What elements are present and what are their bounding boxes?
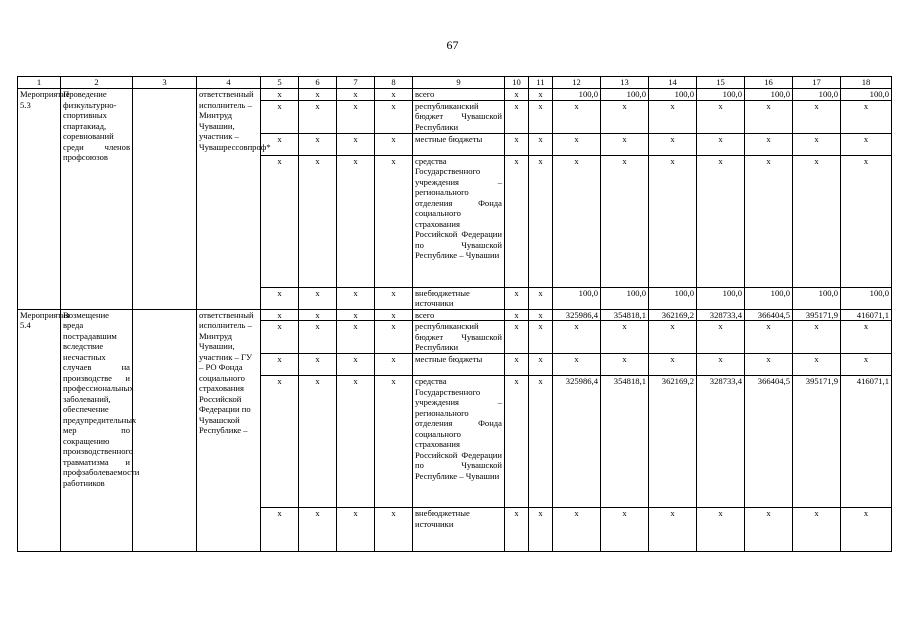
amount-cell: 100,0 bbox=[553, 287, 601, 309]
column-header: 9 bbox=[413, 77, 505, 89]
x-mark: х bbox=[529, 100, 553, 133]
x-mark: х bbox=[505, 89, 529, 101]
column-header: 11 bbox=[529, 77, 553, 89]
x-mark: х bbox=[337, 309, 375, 321]
column-header: 4 bbox=[197, 77, 261, 89]
x-mark: х bbox=[299, 89, 337, 101]
amount-cell: 328733,4 bbox=[697, 376, 745, 508]
amount-cell: х bbox=[601, 155, 649, 287]
funding-source: местные бюджеты bbox=[413, 354, 505, 376]
x-mark: х bbox=[375, 133, 413, 155]
x-mark: х bbox=[261, 508, 299, 552]
column-header: 18 bbox=[841, 77, 892, 89]
amount-cell: 362169,2 bbox=[649, 309, 697, 321]
amount-cell: 395171,9 bbox=[793, 309, 841, 321]
amount-cell: х bbox=[841, 354, 892, 376]
x-mark: х bbox=[299, 100, 337, 133]
x-mark: х bbox=[529, 376, 553, 508]
column-header: 15 bbox=[697, 77, 745, 89]
amount-cell: 328733,4 bbox=[697, 309, 745, 321]
x-mark: х bbox=[375, 89, 413, 101]
measure-name: Проведение физкультурно-спортивных спартакиад, соревнований среди членов профсоюзов bbox=[61, 89, 133, 310]
amount-cell: 366404,5 bbox=[745, 309, 793, 321]
amount-cell: 100,0 bbox=[649, 89, 697, 101]
amount-cell: 354818,1 bbox=[601, 309, 649, 321]
x-mark: х bbox=[529, 508, 553, 552]
amount-cell: х bbox=[793, 354, 841, 376]
amount-cell: х bbox=[745, 354, 793, 376]
amount-cell: х bbox=[601, 321, 649, 354]
x-mark: х bbox=[337, 133, 375, 155]
amount-cell: х bbox=[697, 321, 745, 354]
amount-cell: х bbox=[649, 133, 697, 155]
executor: ответственный исполнитель – Минтруд Чувашии, участник – Чувашрессовпроф* bbox=[197, 89, 261, 310]
x-mark: х bbox=[375, 354, 413, 376]
x-mark: х bbox=[337, 100, 375, 133]
x-mark: х bbox=[375, 321, 413, 354]
amount-cell: х bbox=[697, 155, 745, 287]
funding-source: республиканский бюджет Чувашской Республики bbox=[413, 100, 505, 133]
funding-source: республиканский бюджет Чувашской Республики bbox=[413, 321, 505, 354]
column-header: 6 bbox=[299, 77, 337, 89]
x-mark: х bbox=[505, 100, 529, 133]
column-header: 5 bbox=[261, 77, 299, 89]
amount-cell: х bbox=[649, 155, 697, 287]
amount-cell: х bbox=[553, 354, 601, 376]
funding-source: внебюджетные источники bbox=[413, 287, 505, 309]
x-mark: х bbox=[529, 354, 553, 376]
x-mark: х bbox=[529, 287, 553, 309]
x-mark: х bbox=[505, 354, 529, 376]
x-mark: х bbox=[261, 354, 299, 376]
column-header: 16 bbox=[745, 77, 793, 89]
funding-source: всего bbox=[413, 89, 505, 101]
x-mark: х bbox=[337, 155, 375, 287]
amount-cell: х bbox=[841, 100, 892, 133]
amount-cell: х bbox=[745, 155, 793, 287]
x-mark: х bbox=[261, 309, 299, 321]
x-mark: х bbox=[529, 321, 553, 354]
executor: ответственный исполнитель – Минтруд Чувашии, участник – ГУ – РО Фонда социального страхования Российской Федерации по Чувашской Республике – bbox=[197, 309, 261, 552]
amount-cell: 325986,4 bbox=[553, 376, 601, 508]
amount-cell: 100,0 bbox=[649, 287, 697, 309]
amount-cell: х bbox=[745, 100, 793, 133]
column-header: 13 bbox=[601, 77, 649, 89]
x-mark: х bbox=[299, 133, 337, 155]
amount-cell: х bbox=[793, 321, 841, 354]
amount-cell: 100,0 bbox=[745, 287, 793, 309]
empty-cell bbox=[133, 309, 197, 552]
funding-source: средства Государственного учреждения – регионального отделения Фонда социального страхования Российской Федерации по Чувашской Республике – Чувашии bbox=[413, 376, 505, 508]
amount-cell: х bbox=[553, 133, 601, 155]
column-header: 10 bbox=[505, 77, 529, 89]
x-mark: х bbox=[261, 321, 299, 354]
amount-cell: 100,0 bbox=[793, 287, 841, 309]
amount-cell: х bbox=[793, 155, 841, 287]
header-row bbox=[18, 77, 892, 89]
amount-cell: х bbox=[601, 133, 649, 155]
x-mark: х bbox=[299, 508, 337, 552]
amount-cell: х bbox=[649, 354, 697, 376]
column-header: 3 bbox=[133, 77, 197, 89]
amount-cell: 362169,2 bbox=[649, 376, 697, 508]
x-mark: х bbox=[375, 508, 413, 552]
x-mark: х bbox=[337, 354, 375, 376]
column-header: 14 bbox=[649, 77, 697, 89]
x-mark: х bbox=[375, 287, 413, 309]
amount-cell: х bbox=[793, 508, 841, 552]
funding-source: местные бюджеты bbox=[413, 133, 505, 155]
x-mark: х bbox=[261, 133, 299, 155]
amount-cell: 366404,5 bbox=[745, 376, 793, 508]
x-mark: х bbox=[261, 100, 299, 133]
x-mark: х bbox=[337, 321, 375, 354]
amount-cell: 354818,1 bbox=[601, 376, 649, 508]
x-mark: х bbox=[337, 376, 375, 508]
amount-cell: х bbox=[745, 133, 793, 155]
funding-source: средства Государственного учреждения – регионального отделения Фонда социального страхования Российской Федерации по Чувашской Республике – Чувашии bbox=[413, 155, 505, 287]
amount-cell: х bbox=[649, 100, 697, 133]
x-mark: х bbox=[299, 321, 337, 354]
amount-cell: х bbox=[697, 508, 745, 552]
amount-cell: 100,0 bbox=[697, 287, 745, 309]
x-mark: х bbox=[505, 133, 529, 155]
amount-cell: 325986,4 bbox=[553, 309, 601, 321]
amount-cell: 395171,9 bbox=[793, 376, 841, 508]
empty-cell bbox=[133, 89, 197, 310]
x-mark: х bbox=[299, 376, 337, 508]
amount-cell: х bbox=[649, 321, 697, 354]
amount-cell: х bbox=[841, 321, 892, 354]
amount-cell: 100,0 bbox=[841, 89, 892, 101]
measure-code: Мероприятия 5.4 bbox=[18, 309, 61, 552]
page-number: 67 bbox=[446, 38, 459, 52]
amount-cell: х bbox=[553, 100, 601, 133]
x-mark: х bbox=[261, 89, 299, 101]
amount-cell: х bbox=[793, 133, 841, 155]
x-mark: х bbox=[375, 155, 413, 287]
x-mark: х bbox=[261, 376, 299, 508]
x-mark: х bbox=[505, 155, 529, 287]
amount-cell: 416071,1 bbox=[841, 376, 892, 508]
column-header: 1 bbox=[18, 77, 61, 89]
x-mark: х bbox=[505, 287, 529, 309]
amount-cell: 100,0 bbox=[841, 287, 892, 309]
x-mark: х bbox=[337, 89, 375, 101]
table-row bbox=[18, 309, 892, 321]
amount-cell: 100,0 bbox=[793, 89, 841, 101]
column-header: 12 bbox=[553, 77, 601, 89]
amount-cell: х bbox=[697, 354, 745, 376]
amount-cell: 100,0 bbox=[601, 287, 649, 309]
x-mark: х bbox=[375, 376, 413, 508]
amount-cell: х bbox=[745, 321, 793, 354]
amount-cell: х bbox=[697, 100, 745, 133]
amount-cell: х bbox=[745, 508, 793, 552]
amount-cell: х bbox=[841, 508, 892, 552]
amount-cell: х bbox=[553, 508, 601, 552]
amount-cell: х bbox=[793, 100, 841, 133]
column-header: 8 bbox=[375, 77, 413, 89]
funding-source: внебюджетные источники bbox=[413, 508, 505, 552]
x-mark: х bbox=[529, 89, 553, 101]
amount-cell: х bbox=[601, 100, 649, 133]
amount-cell: х bbox=[697, 133, 745, 155]
x-mark: х bbox=[337, 508, 375, 552]
amount-cell: х bbox=[553, 321, 601, 354]
column-header: 17 bbox=[793, 77, 841, 89]
measure-code: Мероприятие 5.3 bbox=[18, 89, 61, 310]
amount-cell: 100,0 bbox=[601, 89, 649, 101]
amount-cell: 100,0 bbox=[553, 89, 601, 101]
x-mark: х bbox=[261, 155, 299, 287]
amount-cell: х bbox=[601, 354, 649, 376]
amount-cell: 416071,1 bbox=[841, 309, 892, 321]
x-mark: х bbox=[299, 309, 337, 321]
x-mark: х bbox=[505, 309, 529, 321]
amount-cell: 100,0 bbox=[745, 89, 793, 101]
amount-cell: х bbox=[841, 133, 892, 155]
funding-source: всего bbox=[413, 309, 505, 321]
amount-cell: х bbox=[841, 155, 892, 287]
column-header: 2 bbox=[61, 77, 133, 89]
x-mark: х bbox=[505, 508, 529, 552]
x-mark: х bbox=[505, 376, 529, 508]
x-mark: х bbox=[337, 287, 375, 309]
amount-cell: х bbox=[553, 155, 601, 287]
x-mark: х bbox=[299, 354, 337, 376]
program-table bbox=[17, 76, 892, 552]
x-mark: х bbox=[261, 287, 299, 309]
amount-cell: х bbox=[649, 508, 697, 552]
x-mark: х bbox=[505, 321, 529, 354]
x-mark: х bbox=[375, 309, 413, 321]
column-header: 7 bbox=[337, 77, 375, 89]
x-mark: х bbox=[299, 155, 337, 287]
x-mark: х bbox=[529, 309, 553, 321]
measure-name: Возмещение вреда пострадавшим вследствие несчастных случаев на производстве и профессиональных заболеваний, обеспечение предупредительных мер по сокращению производственного травматизма и профзаболеваемости работников bbox=[61, 309, 133, 552]
x-mark: х bbox=[375, 100, 413, 133]
x-mark: х bbox=[299, 287, 337, 309]
amount-cell: х bbox=[601, 508, 649, 552]
table-row bbox=[18, 89, 892, 101]
x-mark: х bbox=[529, 133, 553, 155]
x-mark: х bbox=[529, 155, 553, 287]
amount-cell: 100,0 bbox=[697, 89, 745, 101]
